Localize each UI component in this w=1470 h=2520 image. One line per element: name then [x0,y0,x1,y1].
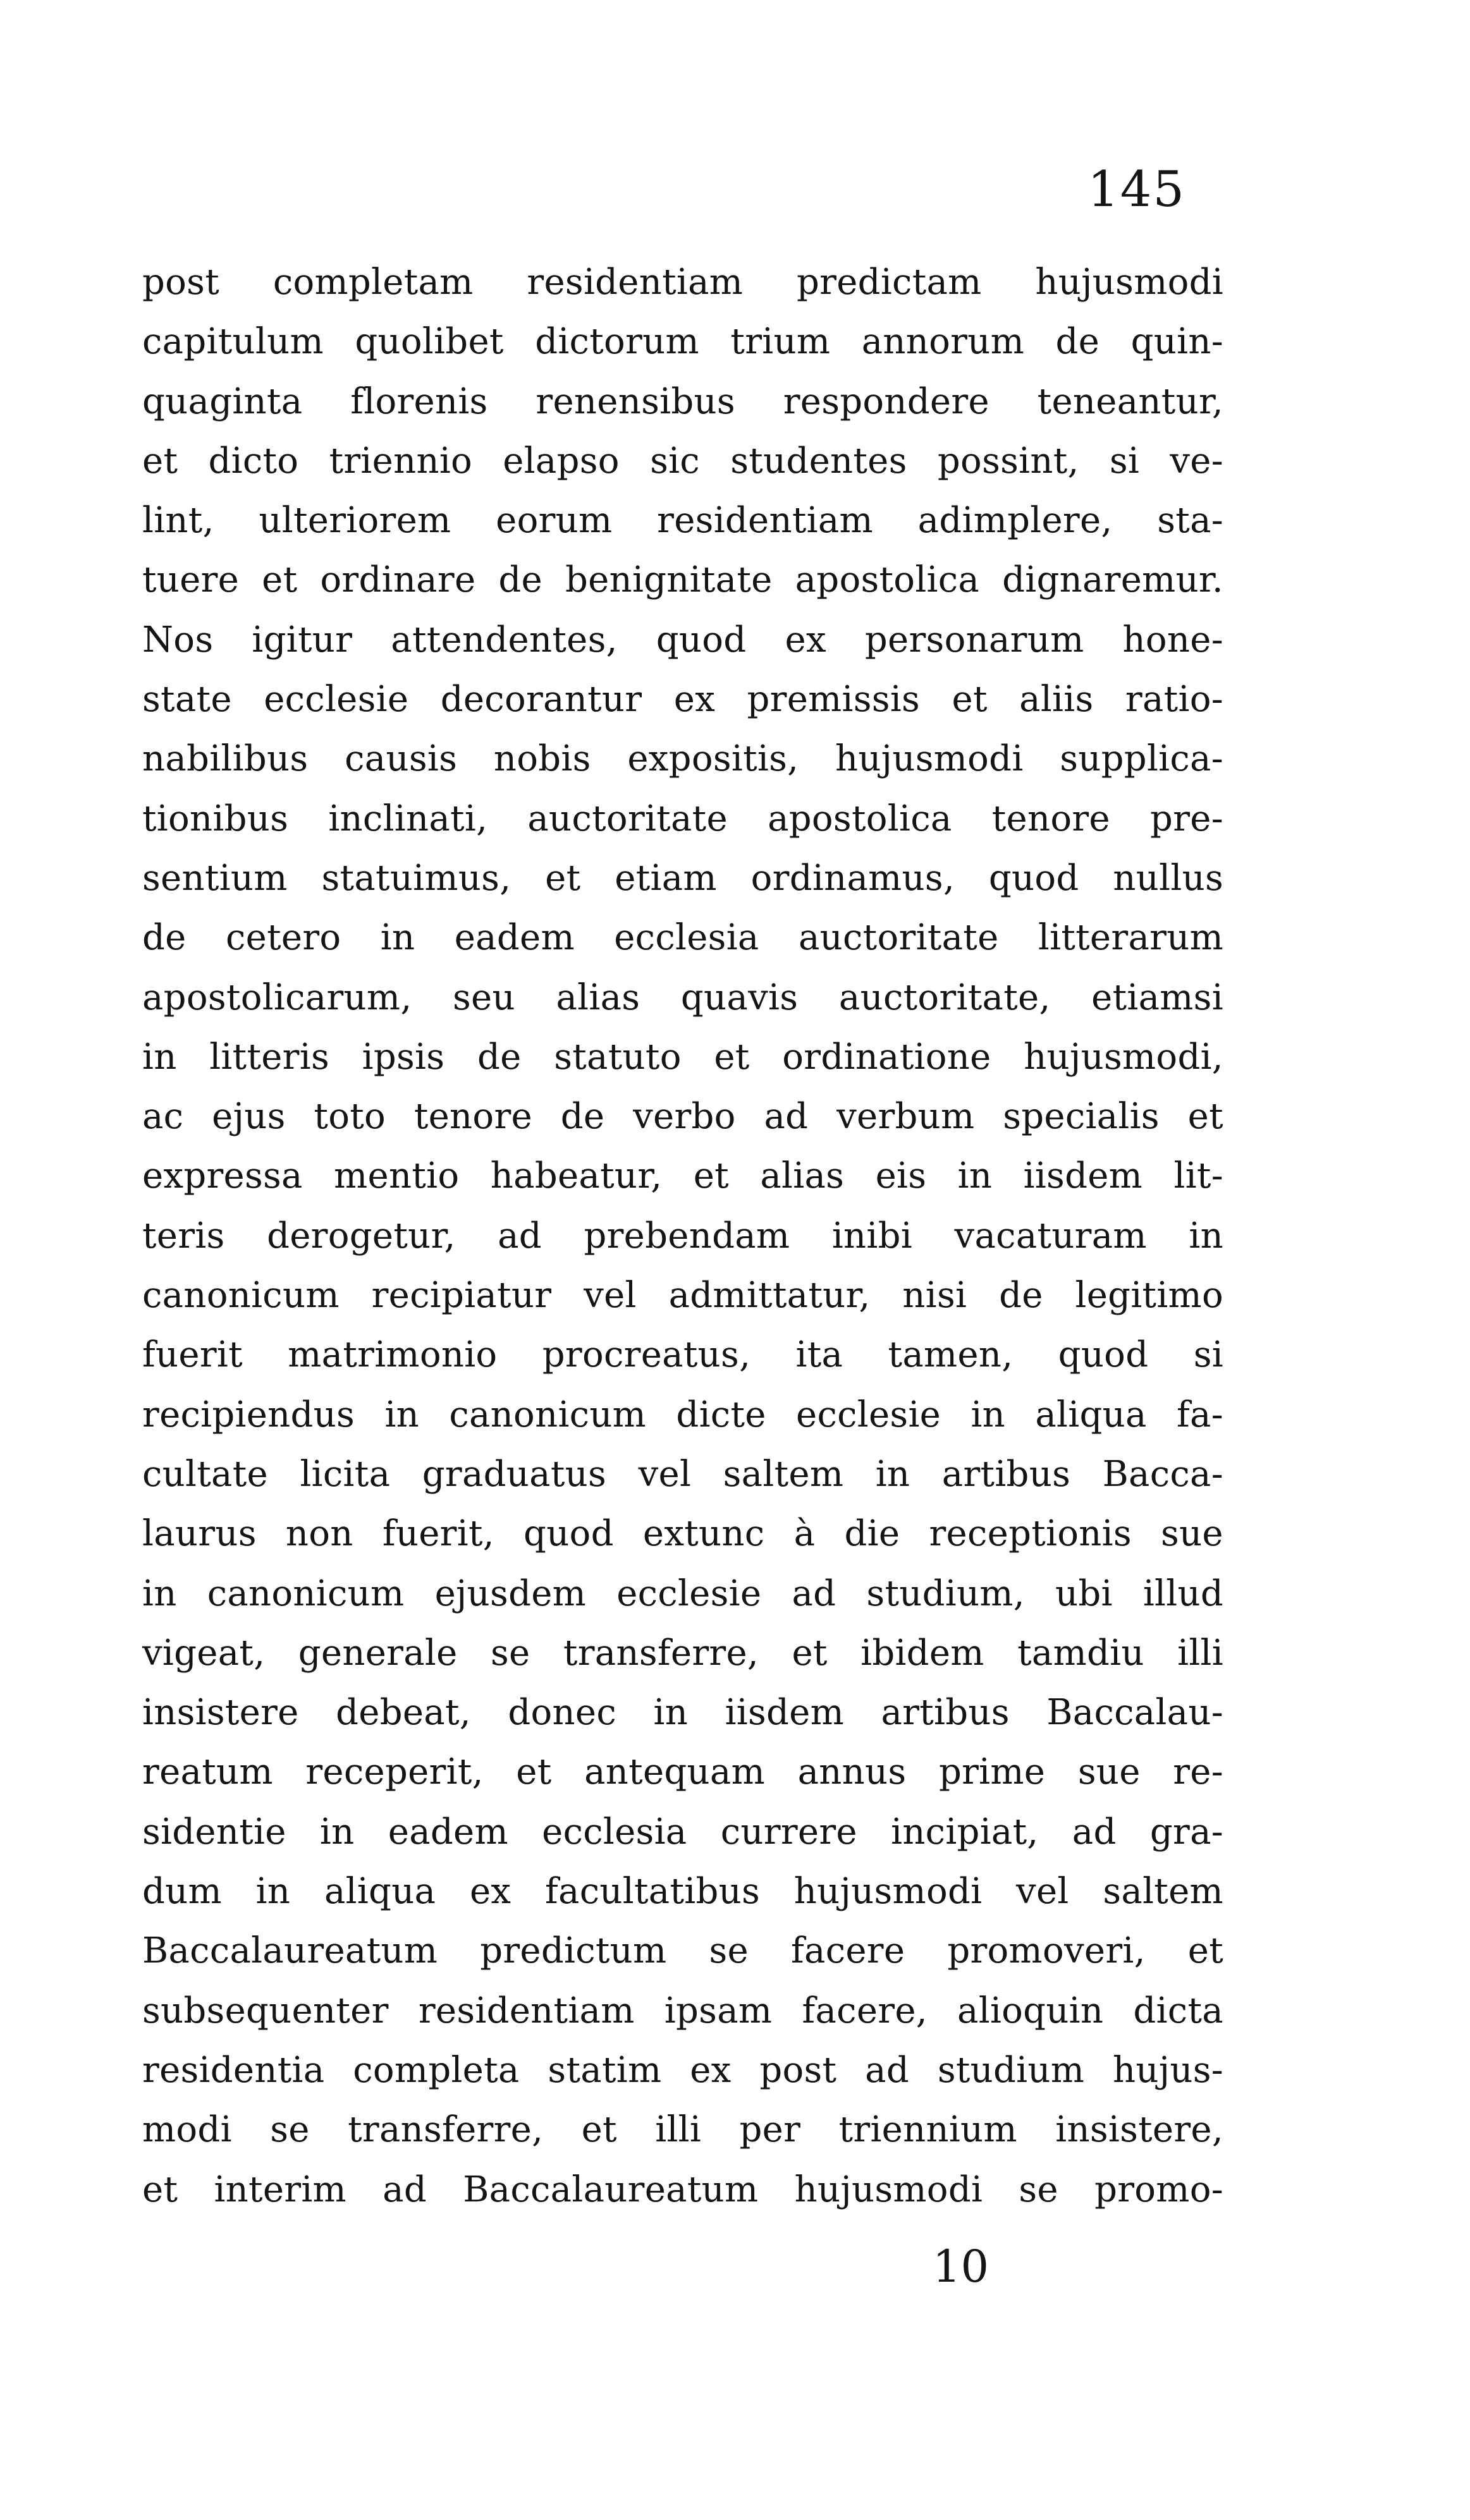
text-line: in litteris ipsis de statuto et ordinatione hujusmodi, [142,1036,1223,1078]
text-line: expressa mentio habeatur, et alias eis in iisdem lit- [142,1155,1223,1197]
text-line: canonicum recipiatur vel admittatur, nisi de legitimo [142,1275,1223,1317]
text-line: insistere debeat, donec in iisdem artibus Baccalau- [142,1692,1223,1734]
text-line: recipiendus in canonicum dicte ecclesie in aliqua fa- [142,1394,1223,1435]
text-line: ac ejus toto tenore de verbo ad verbum specialis et [142,1096,1223,1138]
text-line: teris derogetur, ad prebendam inibi vacaturam in [142,1215,1223,1257]
text-line: vigeat, generale se transferre, et ibidem tamdiu illi [142,1632,1223,1674]
body-text [142,253,1223,2220]
text-line: nabilibus causis nobis expositis, hujusmodi supplica- [142,738,1223,780]
text-line: et interim ad Baccalaureatum hujusmodi se promo- [142,2169,1223,2210]
text-line: sentium statuimus, et etiam ordinamus, quod nullus [142,857,1223,899]
text-line: tionibus inclinati, auctoritate apostolica tenore pre- [142,798,1223,839]
text-line: lint, ulteriorem eorum residentiam adimplere, sta- [142,500,1223,542]
text-line: state ecclesie decorantur ex premissis et aliis ratio- [142,679,1223,721]
text-line: Baccalaureatum predictum se facere promoveri, et [142,1930,1223,1972]
text-line: et dicto triennio elapso sic studentes possint, si ve- [142,440,1223,482]
text-line: reatum receperit, et antequam annus prime sue re- [142,1751,1223,1793]
text-line: tuere et ordinare de benignitate apostolica dignaremur. [142,559,1223,601]
text-line: capitulum quolibet dictorum trium annorum de quin- [142,321,1223,363]
page-number: 145 [1087,161,1185,218]
text-line: in canonicum ejusdem ecclesie ad studium, ubi illud [142,1573,1223,1614]
text-line: laurus non fuerit, quod extunc à die receptionis sue [142,1513,1223,1555]
text-line: sidentie in eadem ecclesia currere incipiat, ad gra- [142,1811,1223,1853]
text-line: subsequenter residentiam ipsam facere, alioquin dicta [142,1990,1223,2031]
text-line: de cetero in eadem ecclesia auctoritate litterarum [142,917,1223,959]
text-line: residentia completa statim ex post ad studium hujus- [142,2049,1223,2091]
text-line: dum in aliqua ex facultatibus hujusmodi vel saltem [142,1871,1223,1913]
text-line: post completam residentiam predictam hujusmodi [142,262,1223,303]
text-line: Nos igitur attendentes, quod ex personarum hone- [142,619,1223,660]
text-line: cultate licita graduatus vel saltem in artibus Bacca- [142,1453,1223,1495]
text-line: apostolicarum, seu alias quavis auctoritate, etiamsi [142,977,1223,1018]
text-line: fuerit matrimonio procreatus, ita tamen, quod si [142,1334,1223,1376]
text-line: modi se transferre, et illi per triennium insistere, [142,2109,1223,2151]
text-line: quaginta florenis renensibus respondere teneantur, [142,380,1223,422]
signature-mark: 10 [933,2241,989,2292]
